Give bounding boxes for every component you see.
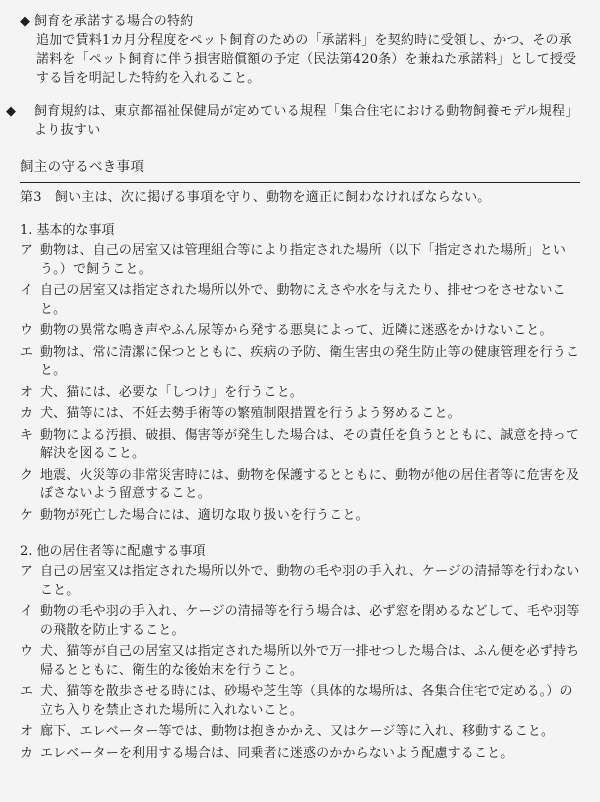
item-text: 動物は、自己の居室又は管理組合等により指定された場所（以下「指定された場所」という。）で飼うこと。 bbox=[40, 243, 567, 277]
item-text: 廊下、エレベーター等では、動物は抱きかかえ、又はケージ等に入れ、移動すること。 bbox=[40, 724, 555, 739]
list-item bbox=[20, 723, 580, 742]
intro-title: ◆ 飼育規約は、東京都福祉保健局が定めている規程「集合住宅における動物飼養モデル規程」より抜すい bbox=[6, 104, 579, 138]
list-item bbox=[20, 405, 580, 424]
item-label: エ bbox=[20, 344, 34, 360]
list-item bbox=[20, 282, 580, 319]
spacer bbox=[20, 528, 580, 542]
article-text: 第3 飼い主は、次に掲げる事項を守り、動物を適正に飼わなければならない。 bbox=[20, 190, 491, 205]
item-label: ア bbox=[20, 564, 34, 579]
item-text: 犬、猫には、必要な「しつけ」を行うこと。 bbox=[40, 384, 304, 400]
list-item bbox=[20, 427, 580, 464]
item-text: 自己の居室又は指定された場所以外で、動物の毛や羽の手入れ、ケージの清掃等を行わないこと。 bbox=[40, 564, 580, 598]
item-text: 動物は、常に清潔に保つとともに、疾病の予防、衛生害虫の発生防止等の健康管理を行うこと。 bbox=[40, 344, 580, 378]
intro-title: ◆ 飼育を承諾する場合の特約 bbox=[20, 14, 194, 29]
item-label: ウ bbox=[20, 644, 34, 659]
list-item bbox=[20, 563, 580, 600]
item-text: 動物の毛や羽の手入れ、ケージの清掃等を行う場合は、必ず窓を閉めるなどして、毛や羽等の飛散を防止すること。 bbox=[40, 604, 580, 638]
item-text: 動物の異常な鳴き声やふん尿等から発する悪臭によって、近隣に迷惑をかけないこと。 bbox=[40, 323, 553, 338]
list-item bbox=[20, 467, 580, 504]
item-label: ク bbox=[20, 467, 34, 483]
item-label: ウ bbox=[20, 323, 34, 338]
intro-block-2 bbox=[6, 102, 580, 140]
diamond-bullet-icon: ◆ bbox=[6, 104, 17, 119]
item-text: 犬、猫等には、不妊去勢手術等の繁殖制限措置を行うよう努めること。 bbox=[40, 406, 461, 421]
list-item bbox=[20, 745, 580, 764]
item-label: オ bbox=[20, 724, 34, 739]
item-label: エ bbox=[20, 684, 34, 699]
list-item bbox=[20, 507, 580, 526]
list-item bbox=[20, 322, 580, 341]
list-item bbox=[20, 242, 580, 279]
intro-block-1 bbox=[20, 12, 580, 88]
group-heading: 1. 基本的な事項 bbox=[20, 223, 115, 238]
item-text: 地震、火災等の非常災害時には、動物を保護するとともに、動物が他の居住者等に危害を及ぼさないよう留意すること。 bbox=[40, 467, 580, 501]
intro-body: 追加で賃料1カ月分程度をペット飼育のための「承諾料」を契約時に受領し、かつ、その承諾料を「ペット飼育に伴う損害賠償額の予定（民法第420条）を兼ねた承諾料」として授受する旨を明記した特約を入れること。 bbox=[36, 33, 577, 86]
item-label: カ bbox=[20, 745, 34, 761]
item-text: 犬、猫等を散歩させる時には、砂場や芝生等（具体的な場所は、各集合住宅で定める。）の立ち入りを禁止された場所に入れないこと。 bbox=[40, 684, 573, 718]
item-text: 動物による汚損、破損、傷害等が発生した場合は、その責任を負うとともに、誠意を持って解決を図ること。 bbox=[40, 427, 580, 461]
item-label: キ bbox=[20, 427, 34, 443]
item-text: エレベーターを利用する場合は、同乗者に迷惑のかからないよう配慮すること。 bbox=[40, 745, 514, 761]
group-basic bbox=[20, 221, 580, 525]
item-text: 自己の居室又は指定された場所以外で、動物にえさや水を与えたり、排せつをさせないこと。 bbox=[40, 283, 566, 317]
section-title: 飼主の守るべき事項 bbox=[20, 158, 580, 183]
item-label: カ bbox=[20, 406, 34, 421]
item-label: ア bbox=[20, 243, 34, 258]
item-label: イ bbox=[20, 283, 34, 298]
list-item bbox=[20, 344, 580, 381]
item-text: 動物が死亡した場合には、適切な取り扱いを行うこと。 bbox=[40, 507, 369, 523]
item-label: イ bbox=[20, 604, 34, 619]
list-item bbox=[20, 384, 580, 403]
list-item bbox=[20, 603, 580, 640]
item-label: ケ bbox=[20, 507, 34, 523]
item-label: オ bbox=[20, 384, 34, 400]
list-item bbox=[20, 683, 580, 720]
group-heading: 2. 他の居住者等に配慮する事項 bbox=[20, 544, 206, 559]
group-consideration bbox=[20, 542, 580, 763]
item-text: 犬、猫等が自己の居室又は指定された場所以外で万一排せつした場合は、ふん便を必ず持ち帰るとともに、衛生的な後始末を行うこと。 bbox=[40, 644, 580, 678]
list-item bbox=[20, 643, 580, 680]
diamond-bullet-icon: ◆ bbox=[20, 14, 31, 29]
